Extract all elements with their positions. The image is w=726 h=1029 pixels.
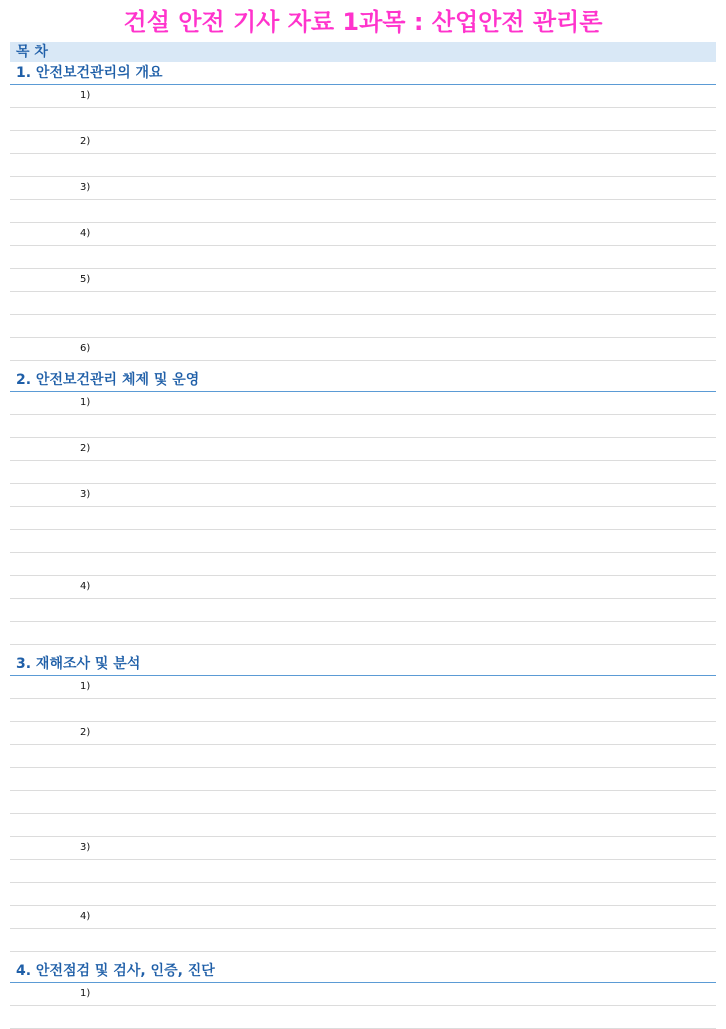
toc-item	[10, 983, 716, 1006]
item-number: 1)	[80, 90, 91, 101]
toc-item-continuation	[10, 745, 716, 768]
toc-item	[10, 837, 716, 860]
toc-item-continuation	[10, 814, 716, 837]
toc-item-continuation	[10, 553, 716, 576]
toc-item	[10, 392, 716, 415]
toc-item-continuation	[10, 246, 716, 269]
toc-item	[10, 906, 716, 929]
toc-item-continuation	[10, 315, 716, 338]
section-heading: 4. 안전점검 및 검사, 인증, 진단	[10, 960, 716, 983]
toc-item	[10, 85, 716, 108]
toc-item-continuation	[10, 883, 716, 906]
toc-section	[10, 653, 716, 952]
toc-section	[10, 62, 716, 361]
toc-item	[10, 676, 716, 699]
toc-item-continuation	[10, 791, 716, 814]
toc-item	[10, 438, 716, 461]
item-number: 4)	[80, 228, 91, 239]
toc-item-continuation	[10, 154, 716, 177]
toc-item-continuation	[10, 699, 716, 722]
toc-item-continuation	[10, 507, 716, 530]
item-number: 2)	[80, 727, 91, 738]
toc-item	[10, 338, 716, 361]
toc-item-continuation	[10, 415, 716, 438]
toc-item	[10, 576, 716, 599]
toc-section	[10, 960, 716, 1029]
toc-item	[10, 484, 716, 507]
toc-item-continuation	[10, 200, 716, 223]
toc-item	[10, 131, 716, 154]
item-number: 3)	[80, 489, 91, 500]
section-heading: 2. 안전보건관리 체제 및 운영	[10, 369, 716, 392]
toc-item	[10, 177, 716, 200]
item-number: 5)	[80, 274, 91, 285]
toc-item-continuation	[10, 622, 716, 645]
toc-item	[10, 223, 716, 246]
item-number: 3)	[80, 182, 91, 193]
item-number: 6)	[80, 343, 91, 354]
toc-item	[10, 722, 716, 745]
toc-item-continuation	[10, 929, 716, 952]
toc-section	[10, 369, 716, 645]
toc-item-continuation	[10, 461, 716, 484]
item-number: 2)	[80, 136, 91, 147]
document-title: 건설 안전 기사 자료 1과목 : 산업안전 관리론	[123, 8, 603, 36]
toc-header: 목 차	[10, 42, 716, 62]
toc-item-continuation	[10, 530, 716, 553]
item-number: 4)	[80, 581, 91, 592]
item-number: 3)	[80, 842, 91, 853]
item-number: 1)	[80, 397, 91, 408]
section-heading: 3. 재해조사 및 분석	[10, 653, 716, 676]
toc-sections	[10, 62, 716, 1029]
section-heading: 1. 안전보건관리의 개요	[10, 62, 716, 85]
item-number: 4)	[80, 911, 91, 922]
toc-item	[10, 269, 716, 292]
item-number: 2)	[80, 443, 91, 454]
toc-item-continuation	[10, 599, 716, 622]
toc-item-continuation	[10, 768, 716, 791]
toc-item-continuation	[10, 1006, 716, 1029]
toc-item-continuation	[10, 108, 716, 131]
item-number: 1)	[80, 988, 91, 999]
toc-item-continuation	[10, 860, 716, 883]
toc-item-continuation	[10, 292, 716, 315]
item-number: 1)	[80, 681, 91, 692]
